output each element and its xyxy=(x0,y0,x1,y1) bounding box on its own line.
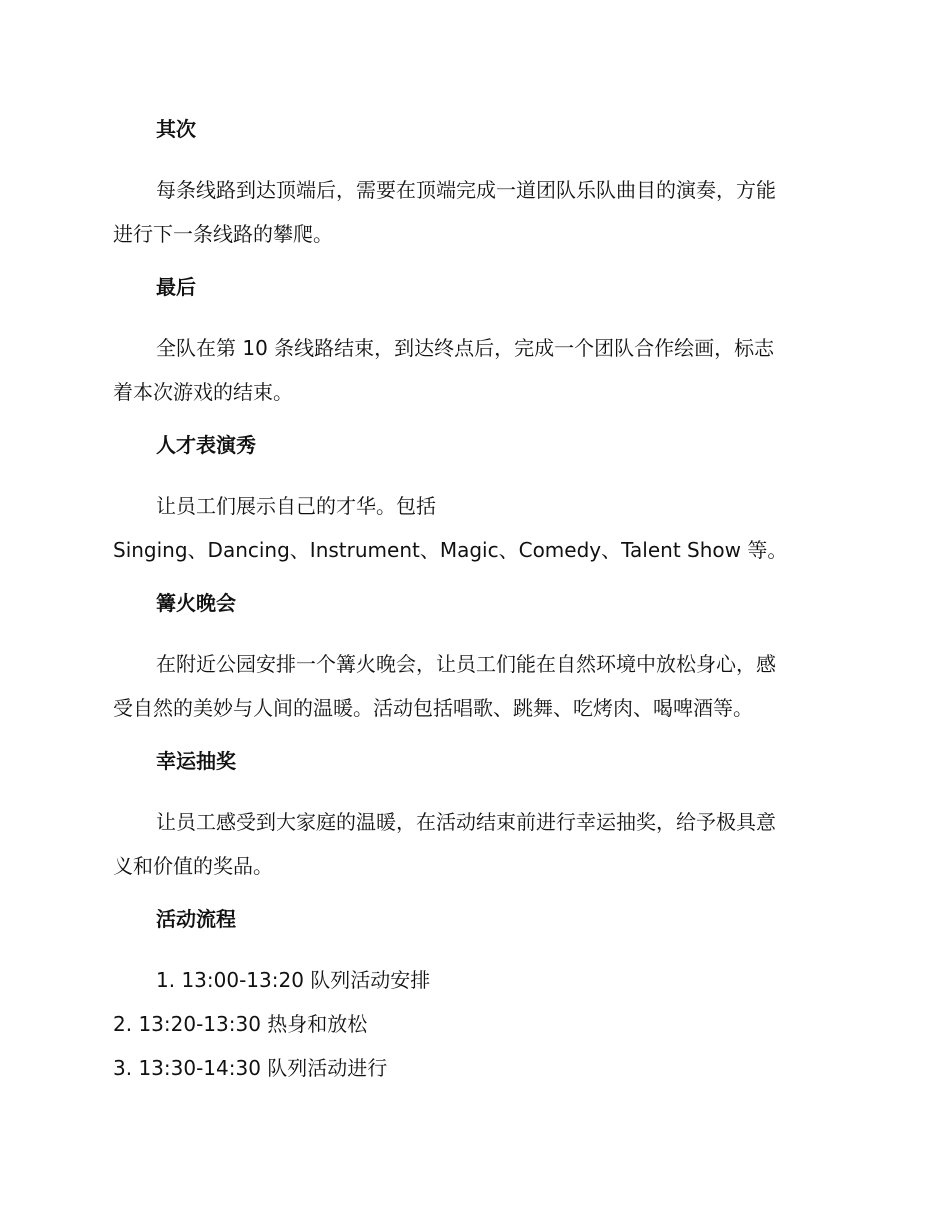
schedule-list xyxy=(113,958,835,1090)
paragraph-line: 让员工们展示自己的才华。包括 xyxy=(156,494,436,518)
paragraph-line: 让员工感受到大家庭的温暖，在活动结束前进行幸运抽奖，给予极具意 xyxy=(156,810,776,834)
paragraph-line: 全队在第 10 条线路结束，到达终点后，完成一个团队合作绘画，标志 xyxy=(156,336,775,360)
section-heading-second: 其次 xyxy=(156,117,196,141)
paragraph-line: 着本次游戏的结束。 xyxy=(113,380,293,404)
paragraph-line: Singing、Dancing、Instrument、Magic、Comedy、Talent Show 等。 xyxy=(113,538,788,562)
schedule-item: 1. 13:00-13:20 队列活动安排 xyxy=(156,968,431,992)
section-paragraph-lucky-draw xyxy=(113,800,835,888)
schedule-item: 2. 13:20-13:30 热身和放松 xyxy=(113,1012,368,1036)
section-heading-last: 最后 xyxy=(156,275,196,299)
paragraph-line: 在附近公园安排一个篝火晚会，让员工们能在自然环境中放松身心，感 xyxy=(156,652,776,676)
section-heading-schedule: 活动流程 xyxy=(156,907,236,931)
schedule-item: 3. 13:30-14:30 队列活动进行 xyxy=(113,1056,388,1080)
section-paragraph-talent-show xyxy=(113,484,835,572)
section-heading-talent-show: 人才表演秀 xyxy=(156,433,256,457)
section-paragraph-last xyxy=(113,326,835,414)
paragraph-line: 每条线路到达顶端后，需要在顶端完成一道团队乐队曲目的演奏，方能 xyxy=(156,178,776,202)
section-heading-bonfire: 篝火晚会 xyxy=(156,591,236,615)
paragraph-line: 受自然的美妙与人间的温暖。活动包括唱歌、跳舞、吃烤肉、喝啤酒等。 xyxy=(113,696,753,720)
paragraph-line: 进行下一条线路的攀爬。 xyxy=(113,222,333,246)
paragraph-line: 义和价值的奖品。 xyxy=(113,854,273,878)
section-heading-lucky-draw: 幸运抽奖 xyxy=(156,749,236,773)
section-paragraph-second xyxy=(113,168,835,256)
document-content xyxy=(113,112,835,1090)
section-paragraph-bonfire xyxy=(113,642,835,730)
